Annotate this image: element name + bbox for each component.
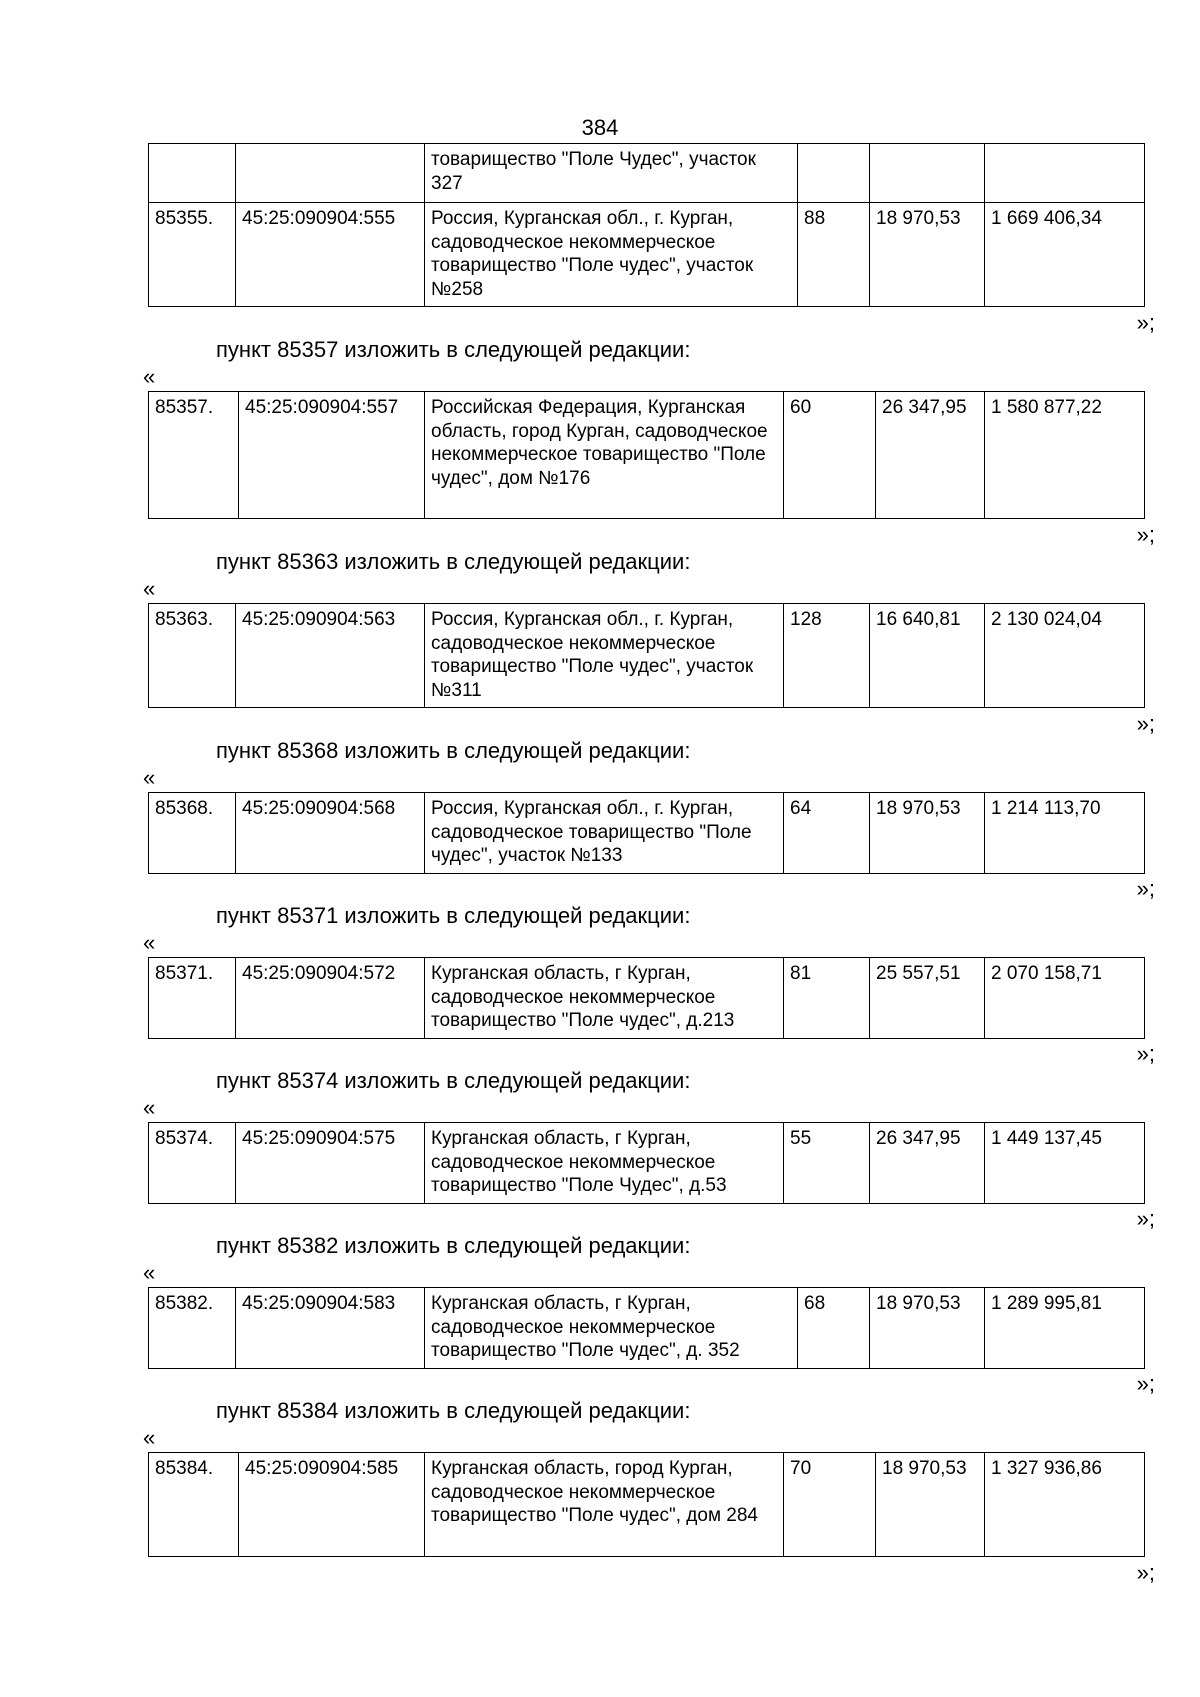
cadastral-value (985, 144, 1145, 203)
amendment-instruction: пункт 85357 изложить в следующей редакции: (216, 337, 691, 362)
unit-price: 26 347,95 (870, 1123, 985, 1204)
opening-quote: « (143, 1425, 156, 1450)
amendment-block (148, 1452, 1144, 1557)
cadastral-value: 2 070 158,71 (985, 958, 1145, 1039)
unit-price: 18 970,53 (870, 1288, 985, 1369)
record-table (148, 391, 1145, 519)
amendment-instruction: пункт 85368 изложить в следующей редакции: (216, 738, 691, 763)
row-number (149, 144, 236, 203)
amendment-block (148, 957, 1144, 1039)
table-row (149, 392, 1145, 519)
cadastral-number (236, 144, 425, 203)
unit-price: 26 347,95 (876, 392, 985, 519)
address: Россия, Курганская обл., г. Курган, садоводческое некоммерческое товарищество "Поле чудес", участок №311 (425, 604, 784, 708)
row-number: 85355. (149, 203, 236, 307)
address: Курганская область, г Курган, садоводческое некоммерческое товарищество "Поле чудес", д.213 (425, 958, 784, 1039)
cadastral-number: 45:25:090904:557 (239, 392, 425, 519)
cadastral-value: 1 289 995,81 (985, 1288, 1145, 1369)
cadastral-value: 2 130 024,04 (985, 604, 1145, 708)
cadastral-number: 45:25:090904:572 (236, 958, 425, 1039)
table-row (149, 793, 1145, 874)
opening-quote: « (143, 576, 156, 601)
unit-price: 18 970,53 (870, 203, 985, 307)
closing-quote: »; (1136, 1041, 1155, 1066)
record-table (148, 1122, 1145, 1204)
address: Россия, Курганская обл., г. Курган, садоводческое некоммерческое товарищество "Поле чудес", участок №258 (425, 203, 798, 307)
closing-quote: »; (1136, 876, 1155, 901)
row-number: 85371. (149, 958, 236, 1039)
amendment-instruction: пункт 85371 изложить в следующей редакции: (216, 903, 691, 928)
amendment-block (148, 391, 1144, 519)
closing-quote: »; (1136, 711, 1155, 736)
address: товарищество "Поле Чудес", участок 327 (425, 144, 798, 203)
unit-price: 16 640,81 (870, 604, 985, 708)
amendment-instruction: пункт 85384 изложить в следующей редакции: (216, 1398, 691, 1423)
row-number: 85368. (149, 793, 236, 874)
cadastral-value: 1 580 877,22 (985, 392, 1145, 519)
table-row (149, 203, 1145, 307)
closing-quote: »; (1136, 1206, 1155, 1231)
cadastral-value: 1 327 936,86 (985, 1453, 1145, 1557)
opening-quote: « (143, 1095, 156, 1120)
continuation-block (148, 143, 1144, 307)
area: 81 (784, 958, 870, 1039)
record-table (148, 603, 1145, 708)
closing-quote: »; (1136, 310, 1155, 335)
table-row (149, 144, 1145, 203)
table-row (149, 958, 1145, 1039)
record-table (148, 957, 1145, 1039)
page-number: 384 (581, 115, 619, 140)
area: 88 (798, 203, 870, 307)
row-number: 85374. (149, 1123, 236, 1204)
row-number: 85363. (149, 604, 236, 708)
area: 64 (784, 793, 870, 874)
row-number: 85357. (149, 392, 239, 519)
unit-price: 18 970,53 (876, 1453, 985, 1557)
cadastral-number: 45:25:090904:583 (236, 1288, 425, 1369)
opening-quote: « (143, 1260, 156, 1285)
amendment-block (148, 603, 1144, 708)
amendment-instruction: пункт 85363 изложить в следующей редакции: (216, 549, 691, 574)
cadastral-value: 1 669 406,34 (985, 203, 1145, 307)
address: Курганская область, город Курган, садоводческое некоммерческое товарищество "Поле чудес", дом 284 (425, 1453, 784, 1557)
record-table (148, 1287, 1145, 1369)
unit-price: 25 557,51 (870, 958, 985, 1039)
area: 60 (784, 392, 876, 519)
cadastral-number: 45:25:090904:585 (239, 1453, 425, 1557)
record-table (148, 792, 1145, 874)
unit-price: 18 970,53 (870, 793, 985, 874)
cadastral-number: 45:25:090904:555 (236, 203, 425, 307)
table-row (149, 1288, 1145, 1369)
cadastral-number: 45:25:090904:563 (236, 604, 425, 708)
address: Россия, Курганская обл., г. Курган, садоводческое товарищество "Поле чудес", участок №133 (425, 793, 784, 874)
amendment-block (148, 1287, 1144, 1369)
row-number: 85382. (149, 1288, 236, 1369)
table-row (149, 1453, 1145, 1557)
closing-quote: »; (1136, 1371, 1155, 1396)
table-row (149, 604, 1145, 708)
table-row (149, 1123, 1145, 1204)
closing-quote: »; (1136, 1560, 1155, 1585)
record-table (148, 143, 1145, 307)
closing-quote: »; (1136, 522, 1155, 547)
row-number: 85384. (149, 1453, 239, 1557)
address: Курганская область, г Курган, садоводческое некоммерческое товарищество "Поле чудес", д. 352 (425, 1288, 798, 1369)
amendment-instruction: пункт 85374 изложить в следующей редакции: (216, 1068, 691, 1093)
area: 68 (798, 1288, 870, 1369)
amendment-instruction: пункт 85382 изложить в следующей редакции: (216, 1233, 691, 1258)
record-table (148, 1452, 1145, 1557)
unit-price (870, 144, 985, 203)
area: 55 (784, 1123, 870, 1204)
address: Российская Федерация, Курганская область, город Курган, садоводческое некоммерческое товарищество "Поле чудес", дом №176 (425, 392, 784, 519)
cadastral-number: 45:25:090904:575 (236, 1123, 425, 1204)
amendment-block (148, 792, 1144, 874)
opening-quote: « (143, 364, 156, 389)
area: 70 (784, 1453, 876, 1557)
address: Курганская область, г Курган, садоводческое некоммерческое товарищество "Поле Чудес", д.53 (425, 1123, 784, 1204)
area: 128 (784, 604, 870, 708)
cadastral-value: 1 449 137,45 (985, 1123, 1145, 1204)
opening-quote: « (143, 765, 156, 790)
amendment-block (148, 1122, 1144, 1204)
area (798, 144, 870, 203)
cadastral-value: 1 214 113,70 (985, 793, 1145, 874)
cadastral-number: 45:25:090904:568 (236, 793, 425, 874)
opening-quote: « (143, 930, 156, 955)
